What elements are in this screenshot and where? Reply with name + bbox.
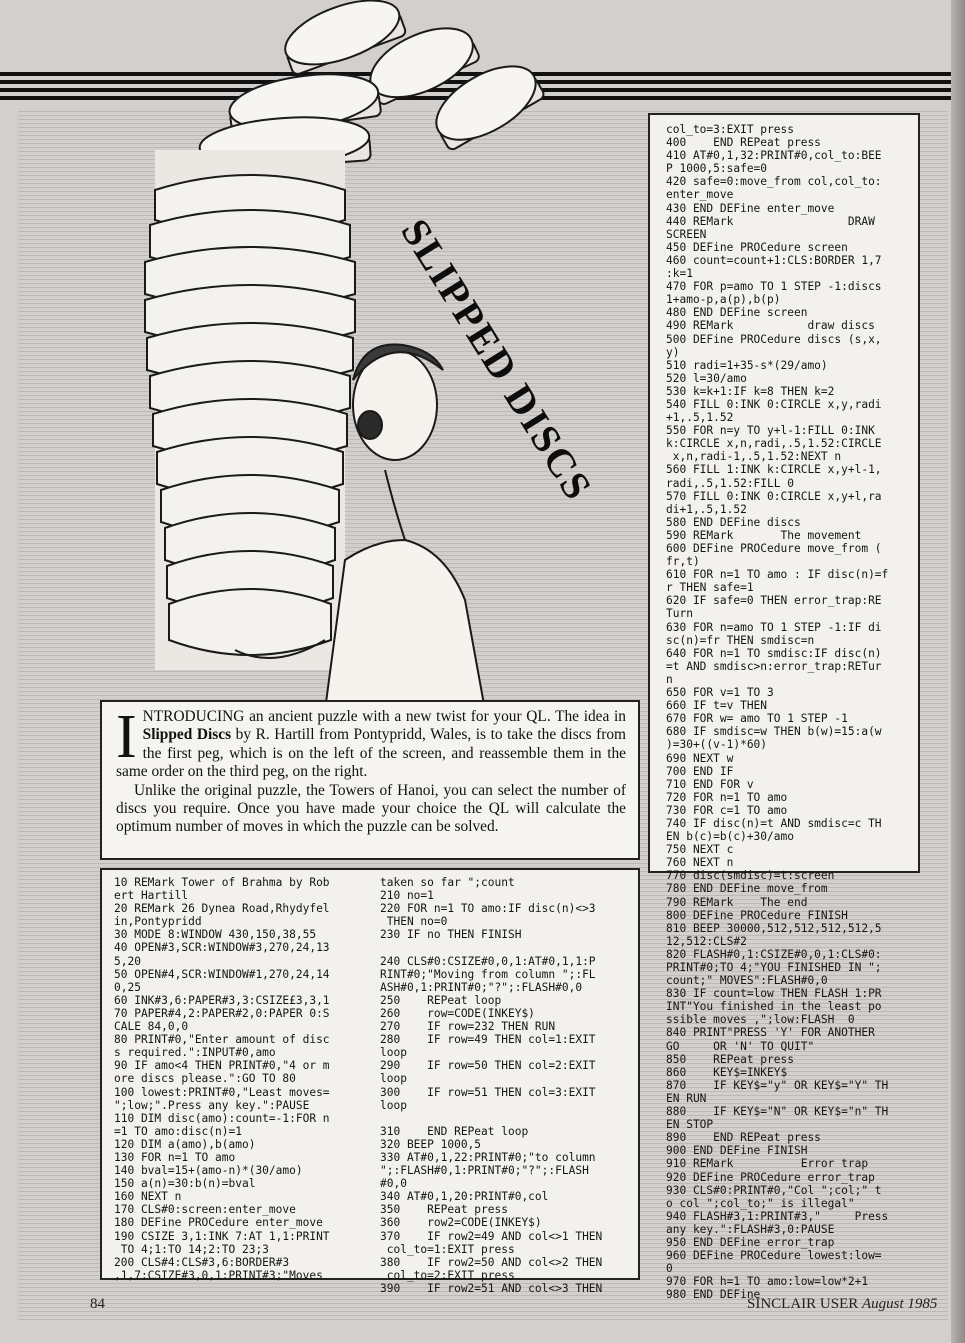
intro-paragraph-2: Unlike the original puzzle, the Towers of Hanoi, you can select the number of discs you require. Once you have made your choice the QL will calculate the optimum number of moves in which the puzzle can be solved. xyxy=(116,781,626,836)
page-binding-shadow xyxy=(951,0,965,1343)
code-listing-right: col_to=3:EXIT press 400 END REPeat press 410 AT#0,1,32:PRINT#0,col_to:BEE P 1000,5:safe=0 420 safe=0:move_from col,col_to: enter_move 430 END DEFine enter_move 440 REMark DRAW SCREEN 450 DEFine PROCedure screen 460 count=count+1:CLS:BORDER 1,7 :k=1 470 FOR p=amo TO 1 STEP -1:discs 1+amo-p,a(p),b(p) 480 END DEFine screen 490 REMark draw discs 500 DEFine PROCedure discs (s,x, y) 510 radi=1+35-s*(29/amo) 520 l=30/amo 530 k=k+1:IF k=8 THEN k=2 540 FILL 0:INK 0:CIRCLE x,y,radi +1,.5,1.52 550 FOR n=y TO y+l-1:FILL 0:INK k:CIRCLE x,n,radi,.5,1.52:CIRCLE x,n,radi-1,.5,1.52:NEXT n 560 FILL 1:INK k:CIRCLE x,y+l-1, radi,.5,1.52:FILL 0 570 FILL 0:INK 0:CIRCLE x,y+l,ra di+1,.5,1.52 580 END DEFine discs 590 REMark The movement 600 DEFine PROCedure move_from ( fr,t) 610 FOR n=1 TO amo : IF disc(n)=f r THEN safe=1 620 IF safe=0 THEN error_trap:RE Turn 630 FOR n=amo TO 1 STEP -1:IF di sc(n)=fr THEN smdisc=n 640 FOR n=1 TO smdisc:IF disc(n) =t AND smdisc>n:error_trap:RETur n 650 FOR v=1 TO 3 660 IF t=v THEN 670 FOR w= amo TO 1 STEP -1 680 IF smdisc=w THEN b(w)=15:a(w )=30+((v-1)*60) 690 NEXT w 700 END IF 710 END FOR v 720 FOR n=1 TO amo 730 FOR c=1 TO amo 740 IF disc(n)=t AND smdisc=c TH EN b(c)=b(c)+30/amo 750 NEXT c 760 NEXT n 770 disc(smdisc)=t:screen 780 END DEFine move_from 790 REMark The end 800 DEFine PROCedure FINISH 810 BEEP 30000,512,512,512,512,5 12,512:CLS#2 820 FLASH#0,1:CSIZE#0,0,1:CLS#0: PRINT#0;TO 4;"YOU FINISHED IN "; count;" MOVES":FLASH#0,0 830 IF count=low THEN FLASH 1:PR INT"You finished in the least po ssible moves ,";low:FLASH 0 840 PRINT"PRESS 'Y' FOR ANOTHER GO OR 'N' TO QUIT" 850 REPeat press 860 KEY$=INKEY$ 870 IF KEY$="y" OR KEY$="Y" TH EN RUN 880 IF KEY$="N" OR KEY$="n" TH EN STOP 890 END REPeat press 900 END DEFine FINISH 910 REMark Error trap 920 DEFine PROCedure error_trap 930 CLS#0:PRINT#0,"Col ";col;" t o col ";col_to;" is illegal" 940 FLASH#3,1:PRINT#3," Press any key.":FLASH#3,0:PAUSE 950 END DEFine error_trap 960 DEFine PROCedure lowest:low= 0 970 FOR h=1 TO amo:low=low*2+1 980 END DEFine xyxy=(666,123,889,1302)
listing-box-bottom xyxy=(100,868,640,1295)
intro-paragraph-1: INTRODUCING an ancient puzzle with a new twist for your QL. The idea in Slipped Discs by R. Hartill from Pontypridd, Wales, is to take the discs from the first peg, which is on the left of the screen, and reassemble them in the same order on the third peg, on the right. xyxy=(116,703,627,781)
article-title xyxy=(380,200,610,530)
page-number: 84 xyxy=(90,1296,105,1312)
code-listing-col2: taken so far ";count 210 no=1 220 FOR n=1 TO amo:IF disc(n)<>3 THEN no=0 230 IF no THEN FINISH 240 CLS#0:CSIZE#0,0,1:AT#0,1,1:P RINT#0;"Moving from column ";:FL ASH#0,1:PRINT#0;"?";:FLASH#0,0 250 REPeat loop 260 row=CODE(INKEY$) 270 IF row=232 THEN RUN 280 IF row=49 THEN col=1:EXIT loop 290 IF row=50 THEN col=2:EXIT loop 300 IF row=51 THEN col=3:EXIT loop 310 END REPeat loop 320 BEEP 1000,5 330 AT#0,1,22:PRINT#0;"to column ";:FLASH#0,1:PRINT#0;"?";:FLASH #0,0 340 AT#0,1,20:PRINT#0,col 350 REPeat press 360 row2=CODE(INKEY$) 370 IF row2=49 AND col<>1 THEN col_to=1:EXIT press 380 IF row2=50 AND col<>2 THEN col_to=2:EXIT press 390 IF row2=51 AND col<>3 THEN xyxy=(380,876,603,1295)
intro-text-box xyxy=(100,700,640,860)
code-listing-col1: 10 REMark Tower of Brahma by Rob ert Hartill 20 REMark 26 Dynea Road,Rhydyfel in,Pontypridd 30 MODE 8:WINDOW 430,150,38,55 40 OPEN#3,SCR:WINDOW#3,270,24,13 5,20 50 OPEN#4,SCR:WINDOW#1,270,24,14 0,25 60 INK#3,6:PAPER#3,3:CSIZE£3,3,1 70 PAPER#4,2:PAPER#2,0:PAPER 0:S CALE 84,0,0 80 PRINT#0,"Enter amount of disc s required.":INPUT#0,amo 90 IF amo<4 THEN PRINT#0,"4 or m ore discs please.":GO TO 80 100 lowest:PRINT#0,"Least moves= ";low;".Press any key.":PAUSE 110 DIM disc(amo):count=-1:FOR n =1 TO amo:disc(n)=1 120 DIM a(amo),b(amo) 130 FOR n=1 TO amo 140 bval=15+(amo-n)*(30/amo) 150 a(n)=30:b(n)=bval 160 NEXT n 170 CLS#0:screen:enter_move 180 DEFine PROCedure enter_move 190 CSIZE 3,1:INK 7:AT 1,1:PRINT TO 4;1:TO 14;2:TO 23;3 200 CLS#4:CLS#3,6:BORDER#3 ,1,7:CSIZE#3,0,1:PRINT#3;"Moves xyxy=(114,876,330,1282)
drop-cap: I xyxy=(116,703,137,771)
title-text: SLIPPED DISCS xyxy=(392,210,602,509)
magazine-footer: SINCLAIR USER August 1985 xyxy=(747,1296,938,1312)
listing-box-right xyxy=(648,113,920,1302)
